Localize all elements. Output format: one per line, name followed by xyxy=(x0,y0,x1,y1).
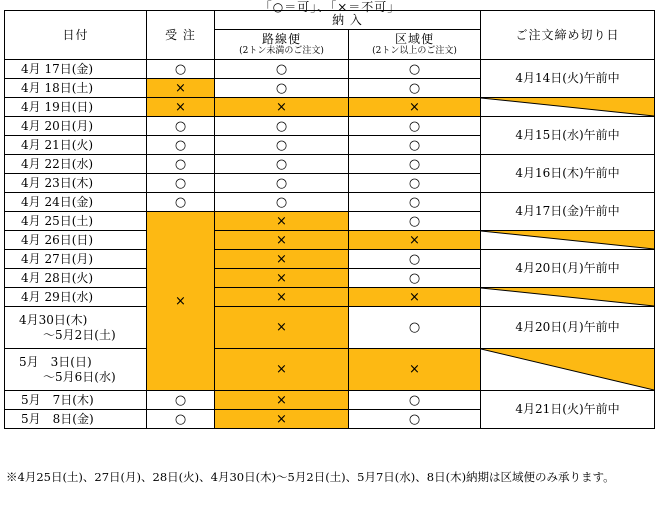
header-route xyxy=(215,30,349,60)
area-cell: × xyxy=(349,231,481,250)
footnote: ※4月25日(土)、27日(月)、28日(火)、4月30日(木)～5月2日(土)、5月7日(水)、8日(木)納期は区域便のみ承ります。 xyxy=(6,470,615,484)
route-cell: × xyxy=(215,288,349,307)
order-cell: ○ xyxy=(147,60,215,79)
order-cell: ○ xyxy=(147,174,215,193)
deadline-cell: 4月14日(火)午前中 xyxy=(481,60,655,98)
table-row xyxy=(5,155,655,174)
date-cell: 4月 26日(日) xyxy=(5,231,147,250)
header-area xyxy=(349,30,481,60)
route-label: 路線便 xyxy=(261,31,301,46)
date-cell: 4月 23日(木) xyxy=(5,174,147,193)
area-cell: ○ xyxy=(349,136,481,155)
area-cell: ○ xyxy=(349,193,481,212)
area-cell: × xyxy=(349,349,481,391)
route-cell: ○ xyxy=(215,174,349,193)
table-row xyxy=(5,307,655,349)
deadline-closed-cell xyxy=(481,288,655,307)
date-cell xyxy=(5,307,147,349)
date-cell: 4月 25日(土) xyxy=(5,212,147,231)
date-cell: 4月 19日(日) xyxy=(5,98,147,117)
area-sub-label: (2トン以上のご注文) xyxy=(372,45,457,56)
date-cell: 4月 21日(火) xyxy=(5,136,147,155)
deadline-cell: 4月16日(木)午前中 xyxy=(481,155,655,193)
route-cell: × xyxy=(215,231,349,250)
deadline-cell: 4月15日(水)午前中 xyxy=(481,117,655,155)
area-cell: ○ xyxy=(349,79,481,98)
diagonal-line xyxy=(481,231,654,249)
route-cell: ○ xyxy=(215,60,349,79)
table-row xyxy=(5,391,655,410)
area-cell: ○ xyxy=(349,307,481,349)
area-cell: ○ xyxy=(349,269,481,288)
area-cell: × xyxy=(349,288,481,307)
date-range-end: ～5月6日(水) xyxy=(43,369,116,384)
order-cell: ○ xyxy=(147,391,215,410)
deadline-closed-cell xyxy=(481,98,655,117)
table-row xyxy=(5,250,655,269)
table-row xyxy=(5,193,655,212)
date-cell: 4月 17日(金) xyxy=(5,60,147,79)
legend: 「○＝可」、「×＝不可」 xyxy=(259,0,401,14)
deadline-closed-cell xyxy=(481,349,655,391)
deadline-cell: 4月20日(月)午前中 xyxy=(481,250,655,288)
area-cell: ○ xyxy=(349,60,481,79)
route-cell: × xyxy=(215,349,349,391)
date-cell xyxy=(5,349,147,391)
route-cell: × xyxy=(215,307,349,349)
diagonal-line xyxy=(481,349,654,390)
date-cell: 5月 7日(木) xyxy=(5,391,147,410)
area-cell: ○ xyxy=(349,174,481,193)
area-cell: ○ xyxy=(349,250,481,269)
date-range-start: 5月 3日(日) xyxy=(19,354,92,369)
date-cell: 4月 20日(月) xyxy=(5,117,147,136)
order-cell: ○ xyxy=(147,155,215,174)
date-range-end: ～5月2日(土) xyxy=(43,327,116,342)
area-cell: ○ xyxy=(349,391,481,410)
route-cell: ○ xyxy=(215,117,349,136)
deadline-cell: 4月20日(月)午前中 xyxy=(481,307,655,349)
date-cell: 4月 28日(火) xyxy=(5,269,147,288)
route-cell: × xyxy=(215,250,349,269)
route-cell: × xyxy=(215,391,349,410)
area-label: 区域便 xyxy=(394,31,434,46)
deadline-closed-cell xyxy=(481,231,655,250)
order-cell: ○ xyxy=(147,117,215,136)
route-cell: × xyxy=(215,98,349,117)
order-cell: ○ xyxy=(147,193,215,212)
table-row xyxy=(5,98,655,117)
deadline-cell: 4月21日(火)午前中 xyxy=(481,391,655,429)
header-delivery: 納 入 xyxy=(215,11,481,30)
route-cell: ○ xyxy=(215,193,349,212)
area-cell: ○ xyxy=(349,155,481,174)
deadline-cell: 4月17日(金)午前中 xyxy=(481,193,655,231)
order-cell: ○ xyxy=(147,136,215,155)
route-cell: × xyxy=(215,269,349,288)
header-date: 日付 xyxy=(5,11,147,60)
route-cell: × xyxy=(215,410,349,429)
delivery-schedule-table xyxy=(4,10,655,429)
table-row xyxy=(5,117,655,136)
area-cell: ○ xyxy=(349,410,481,429)
area-cell: ○ xyxy=(349,212,481,231)
date-cell: 4月 18日(土) xyxy=(5,79,147,98)
route-sub-label: (2トン未満のご注文) xyxy=(239,45,324,56)
route-cell: ○ xyxy=(215,79,349,98)
date-cell: 4月 29日(水) xyxy=(5,288,147,307)
table-row xyxy=(5,288,655,307)
diagonal-line xyxy=(481,288,654,306)
order-cell: × xyxy=(147,98,215,117)
table-row xyxy=(5,349,655,391)
date-cell: 4月 22日(水) xyxy=(5,155,147,174)
header-order: 受 注 xyxy=(147,11,215,60)
order-merged-cell: × xyxy=(147,212,215,391)
route-cell: ○ xyxy=(215,136,349,155)
route-cell: ○ xyxy=(215,155,349,174)
date-cell: 5月 8日(金) xyxy=(5,410,147,429)
table-row xyxy=(5,231,655,250)
area-cell: ○ xyxy=(349,117,481,136)
order-cell: ○ xyxy=(147,410,215,429)
date-range-start: 4月30日(木) xyxy=(19,312,88,327)
order-cell: × xyxy=(147,79,215,98)
diagonal-line xyxy=(481,98,654,116)
route-cell: × xyxy=(215,212,349,231)
table-row xyxy=(5,60,655,79)
area-cell: × xyxy=(349,98,481,117)
header-deadline: ご注文締め切り日 xyxy=(481,11,655,60)
date-cell: 4月 27日(月) xyxy=(5,250,147,269)
date-cell: 4月 24日(金) xyxy=(5,193,147,212)
